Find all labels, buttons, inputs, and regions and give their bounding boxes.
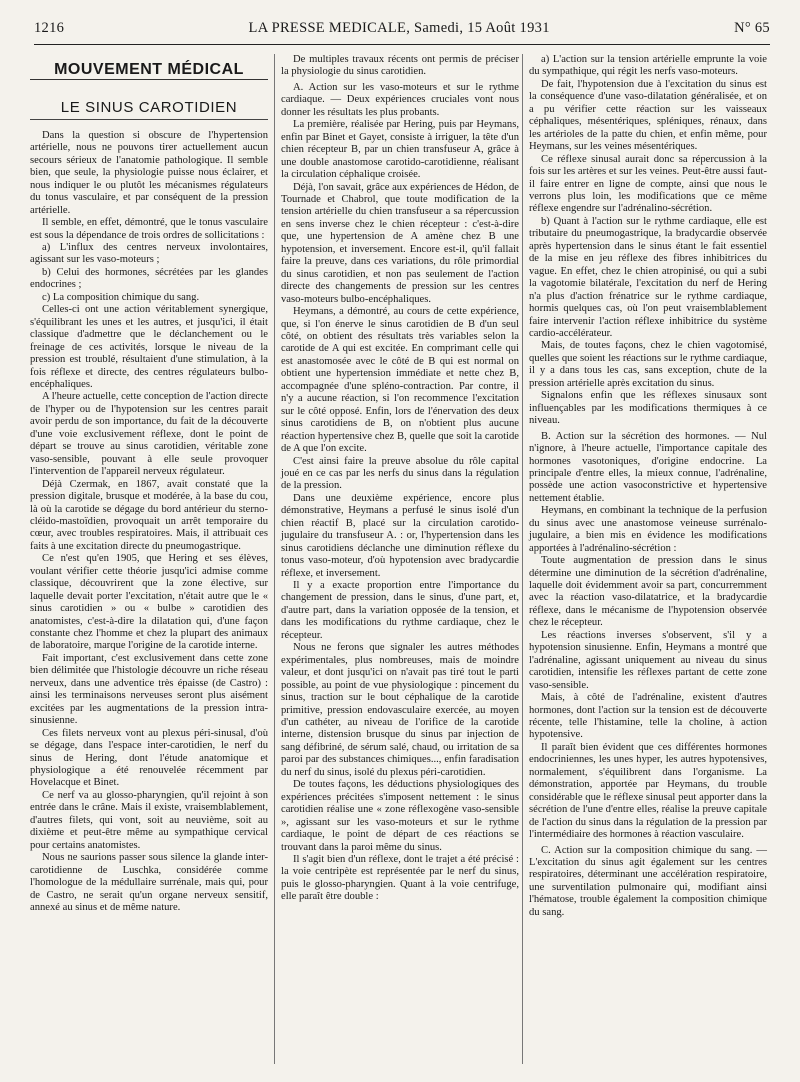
header-rule: [34, 44, 770, 45]
paragraph: Déjà, l'on savait, grâce aux expériences de Hédon, de Tournade et Chabrol, que toute modification de la tension artérielle du chien transfuseur a sa répercussion en sens inverse chez le chien récepteur : c'est-à-dire que, une hypertension de A amène chez B une hypotension, et inversement. Encore est-il, qu'il fallait faire la preuve, dans ces variations, du rôle primordial du sinus carotidien, et non pas seulement de l'action directe des changements de pression sur les centres vaso-moteurs bulbo-encéphaliques.: [281, 181, 519, 305]
paragraph: b) Quant à l'action sur le rythme cardiaque, elle est tributaire du pneumogastrique, la bradycardie observée après hypertension dans le sinus étant le fait essentiel de la mise en jeu réflexe des fibres inhibitrices du vague. En effet, chez le chien atropinisé, ou qui a subi la vagotomie bilatérale, l'excitation du nerf de Hering n'a plus d'action frénatrice sur le rythme cardiaque, hormis quelques cas, où l'on peut vraisemblablement faire intervenir l'action réflexe inhibitrice du système cardio-accélérateur.: [529, 215, 767, 339]
section-heading-b: B. Action sur la sécrétion des hormones. — Nul n'ignore, à l'heure actuelle, l'importance capitale des hormones vasotoniques, d'origine endocrine. La principale d'entre elles, la mieux connue, l'adrénaline, possède une action vasoconstrictive et hypertensive nettement établie.: [529, 430, 767, 504]
paragraph: De multiples travaux récents ont permis de préciser la physiologie du sinus carotidien.: [281, 54, 519, 78]
paragraph: Fait important, c'est exclusivement dans cette zone bien délimitée que l'histologie découvre un riche réseau nerveux, dans une adventice très épaisse (de Castro) : ainsi les terminaisons nerveuses seront plus aisément excitées par les augmentations de la pression intra-sinusienne.: [30, 652, 268, 727]
paragraph: a) L'influx des centres nerveux involontaires, agissant sur les vaso-moteurs ;: [30, 241, 268, 266]
paragraph: Toute augmentation de pression dans le sinus détermine une diminution de la sécrétion d'adrénaline, laquelle doit évidemment avoir sa part, concurremment avec la réaction vaso-dilatatrice, et la bradycardie réflexe, dans le mécanisme de l'hypotension observée chez le récepteur.: [529, 555, 767, 629]
paragraph: Nous ne ferons que signaler les autres méthodes expérimentales, plus nombreuses, mais de moindre valeur, et dont jusqu'ici on n'avait pas tiré tout le parti possible, au point de vue physiologique : pincement du sinus, traction sur le bout céphalique de la carotide primitive, pression endovasculaire exercée, au moyen d'un cathéter, au niveau de l'orifice de la carotide interne, distension brusque du sinus par injection de sang défibriné, de sérum salé, chaud, ou irritation de sa paroi par des substances chimiques..., enfin faradisation du nerf du sinus, isolé du plexus péri-carotidien.: [281, 642, 519, 778]
section-title: MOUVEMENT MÉDICAL: [30, 64, 268, 80]
paragraph: Ce n'est qu'en 1905, que Hering et ses élèves, voulant vérifier cette théorie jusqu'ici admise comme classique, découvrirent que la zone élective, sur laquelle devait porter l'excitation, n'était autre que le « sinus carotidien » ou « bulbe » carotidien des anatomistes, c'est-à-dire la dilatation qui, d'une façon constante chez l'homme et chez la plupart des animaux de laboratoire, marque l'origine de la carotide interne.: [30, 553, 268, 652]
paragraph: b) Celui des hormones, sécrétées par les glandes endocrines ;: [30, 266, 268, 291]
paragraph: Heymans, a démontré, au cours de cette expérience, que, si l'on énerve le sinus carotidien de B d'un seul côté, on obtient des résultats très variables selon la carotide de A qui est excitée. En comprimant celle qui est anastomosée avec le côté de B qui est normal on obtient une hypertension immédiate et nette chez B, accompagnée d'une spléno-contraction. Par contre, il n'y a aucune réaction, si l'on recommence l'excitation sur le côté opposé. Enfin, lors de l'énervation des deux sinus carotidiens de B, on n'obtient plus aucune réaction hypertensive chez B, quelle que soit la carotide de A que l'on excite.: [281, 306, 519, 455]
paragraph: C'est ainsi faire la preuve absolue du rôle capital joué en ce cas par les nerfs du sinus dans la régulation de la pression.: [281, 455, 519, 492]
page-header: [34, 20, 770, 42]
paragraph: Dans une deuxième expérience, encore plus démonstrative, Heymans a perfusé le sinus isolé d'un chien réactif B, placé sur la circulation carotido-jugulaire du transfuseur A. : or, l'hypertension dans les sinus carotidiens déclanche une diminution réflexe du tonus vaso-moteur, d'où hypotension avec bradycardie réflexe, et inversement.: [281, 492, 519, 579]
page-number: 1216: [34, 20, 65, 36]
paragraph: Ces filets nerveux vont au plexus péri-sinusal, d'où se dégage, dans l'espace inter-carotidien, le nerf du sinus de Hering, dont l'étude anatomique et physiologique a été renouvelée récemment par Hovelacque et Binet.: [30, 727, 268, 789]
journal-masthead: LA PRESSE MEDICALE, Samedi, 15 Août 1931: [248, 20, 550, 36]
paragraph: Mais, de toutes façons, chez le chien vagotomisé, quelles que soient les réactions sur le rythme cardiaque, il y a dans tous les cas, sans exception, chute de la pression artérielle après excitation du sinus.: [529, 340, 767, 389]
paragraph: La première, réalisée par Hering, puis par Heymans, enfin par Binet et Gayet, consiste à irriguer, la tête d'un chien récepteur B, par un chien transfuseur A, grâce à une double anastomose carotido-carotidienne, réalisant la circulation céphalique croisée.: [281, 119, 519, 181]
issue-number: N° 65: [734, 20, 770, 36]
paragraph: Il y a exacte proportion entre l'importance du changement de pression, dans le sinus, d'une part, et, d'autre part, dans la variation opposée de la tension, et dans les modifications du rythme cardiaque, chez le récepteur.: [281, 580, 519, 641]
column-divider: [274, 54, 275, 1064]
paragraph: Il paraît bien évident que ces différentes hormones endocriniennes, les unes hyper, les autres hypotensives, normalement, s'équilibrent dans l'organisme. La démonstration, apportée par Heymans, du trouble considérable que le réflexe sinusal peut apporter dans la sécrétion de l'une d'entre elles, réalise la preuve capitale de l'action du sinus dans la régulation de la pression par l'intermédiaire des hormones à réaction vasculaire.: [529, 741, 767, 841]
paragraph: Ce réflexe sinusal aurait donc sa répercussion à la fois sur les artères et sur les veines. Peut-être aussi faut-il faire entrer en ligne de compte, ainsi que nous le verrons plus loin, les modifications que ce même réflexe engendre sur l'adrénalino-sécrétion.: [529, 153, 767, 215]
paragraph: a) L'action sur la tension artérielle emprunte la voie du sympathique, qui régit les nerfs vaso-moteurs.: [529, 54, 767, 78]
paragraph: Heymans, en combinant la technique de la perfusion du sinus avec une anastomose veineuse surrénalo-jugulaire, a bien mis en évidence les modifications apportées à l'adrénalino-sécrétion :: [529, 505, 767, 554]
paragraph: A l'heure actuelle, cette conception de l'action directe de l'hyper ou de l'hypotension sur les centres parait avoir perdu de son importance, du fait de la découverte d'une voie exclusivement réflexe, dont le point de départ se trouve au sinus carotidien, véritable zone vaso-sensible, pouvant à elle seule provoquer l'intervention de l'appareil nerveux régulateur.: [30, 391, 268, 478]
paragraph: Signalons enfin que les réflexes sinusaux sont influençables par les modifications thermiques à ce niveau.: [529, 390, 767, 427]
section-heading-c: C. Action sur la composition chimique du sang. — L'excitation du sinus agit également sur les centres respiratoires, déterminant une accélération respiratoire, une surventilation pulmonaire qui, modifiant ainsi l'hématose, trouble également la composition chimique du sang.: [529, 844, 767, 918]
paragraph: Celles-ci ont une action véritablement synergique, s'équilibrant les unes et les autres, et jusqu'ici, il était classique d'admettre que le déclanchement ou le freinage de ces activités, lorsque le niveau de la pression est troublé, résultaient d'une stimulation, à la fois réflexe et directe, des centres régulateurs bulbo-encéphaliques.: [30, 304, 268, 390]
paragraph: Nous ne saurions passer sous silence la glande inter-carotidienne de Luschka, considérée comme l'homologue de la médullaire surrénale, mais qui, pour de Castro, ne serait qu'un organe nerveux sensitif, annexé au sinus et de même nature.: [30, 852, 268, 913]
column-3: [529, 54, 767, 919]
column-divider: [522, 54, 523, 1064]
paragraph: Dans la question si obscure de l'hypertension artérielle, nous ne pouvons tirer actuellement aucun secours sérieux de l'anatomie pathologique. Il semble bien, que seule, la physiologie puisse nous éclairer, et nous indiquer le ou plutôt les mécanismes régulateurs du tonus vasculaire, et par conséquent de la pression artérielle.: [30, 129, 268, 216]
paragraph: Mais, à côté de l'adrénaline, existent d'autres hormones, dont l'action sur la tension est de découverte récente, telle l'histamine, telle la choline, à action hypotensive.: [529, 692, 767, 741]
section-heading-a: A. Action sur les vaso-moteurs et sur le rythme cardiaque. — Deux expériences cruciales vont nous donner les résultats les plus probants.: [281, 81, 519, 118]
paragraph: c) La composition chimique du sang.: [42, 291, 200, 303]
article-title: LE SINUS CAROTIDIEN: [30, 102, 268, 119]
paragraph: Les réactions inverses s'observent, s'il y a hypotension sinusienne. Enfin, Heymans a montré que l'adrénaline, agissant uniquement au niveau du sinus carotidien, intensifie les réflexes partant de cette zone vaso-sensible.: [529, 629, 767, 691]
paragraph: De toutes façons, les déductions physiologiques des expériences précitées s'imposent nettement : le sinus carotidien réalise une « zone réflexogène vaso-sensible », agissant sur les vaso-moteurs et sur le rythme cardiaque, le point de départ de ces réactions se trouvant dans la paroi même du sinus.: [281, 779, 519, 853]
column-2: [281, 54, 519, 904]
paragraph: Il s'agit bien d'un réflexe, dont le trajet a été précisé : la voie centripète est représentée par le nerf du sinus, puis le glosso-pharyngien. Quant à la voie centrifuge, elle paraît être double :: [281, 854, 519, 903]
paragraph: Il semble, en effet, démontré, que le tonus vasculaire est sous la dépendance de trois ordres de sollicitations :: [30, 217, 268, 241]
paragraph: Ce nerf va au glosso-pharyngien, qu'il rejoint à son entrée dans le crâne. Mais il existe, vraisemblablement, d'autres filets, qui vont, soit au neuvième, soit au dixième et peut-être même au sympathique cervical pour certains anatomistes.: [30, 789, 268, 851]
paragraph: De fait, l'hypotension due à l'excitation du sinus est la conséquence d'une vaso-dilatation généralisée, et on a pu vérifier cette réaction sur les vaisseaux céphaliques, mésentériques, spléniques, rénaux, dans les artérioles de la patte du chien, et enfin même, pour Heymans, sur les veines mésentériques.: [529, 78, 767, 153]
paragraph: Déjà Czermak, en 1867, avait constaté que la pression digitale, brusque et modérée, à la base du cou, là où la carotide se dégage du bord antérieur du sterno-cléido-mastoïdien, provoquait un arrêt temporaire du cœur, avec troubles respiratoires. Mais, il attribuait ces faits à une excitation directe du pneumogastrique.: [30, 478, 268, 552]
column-1: [30, 54, 268, 914]
